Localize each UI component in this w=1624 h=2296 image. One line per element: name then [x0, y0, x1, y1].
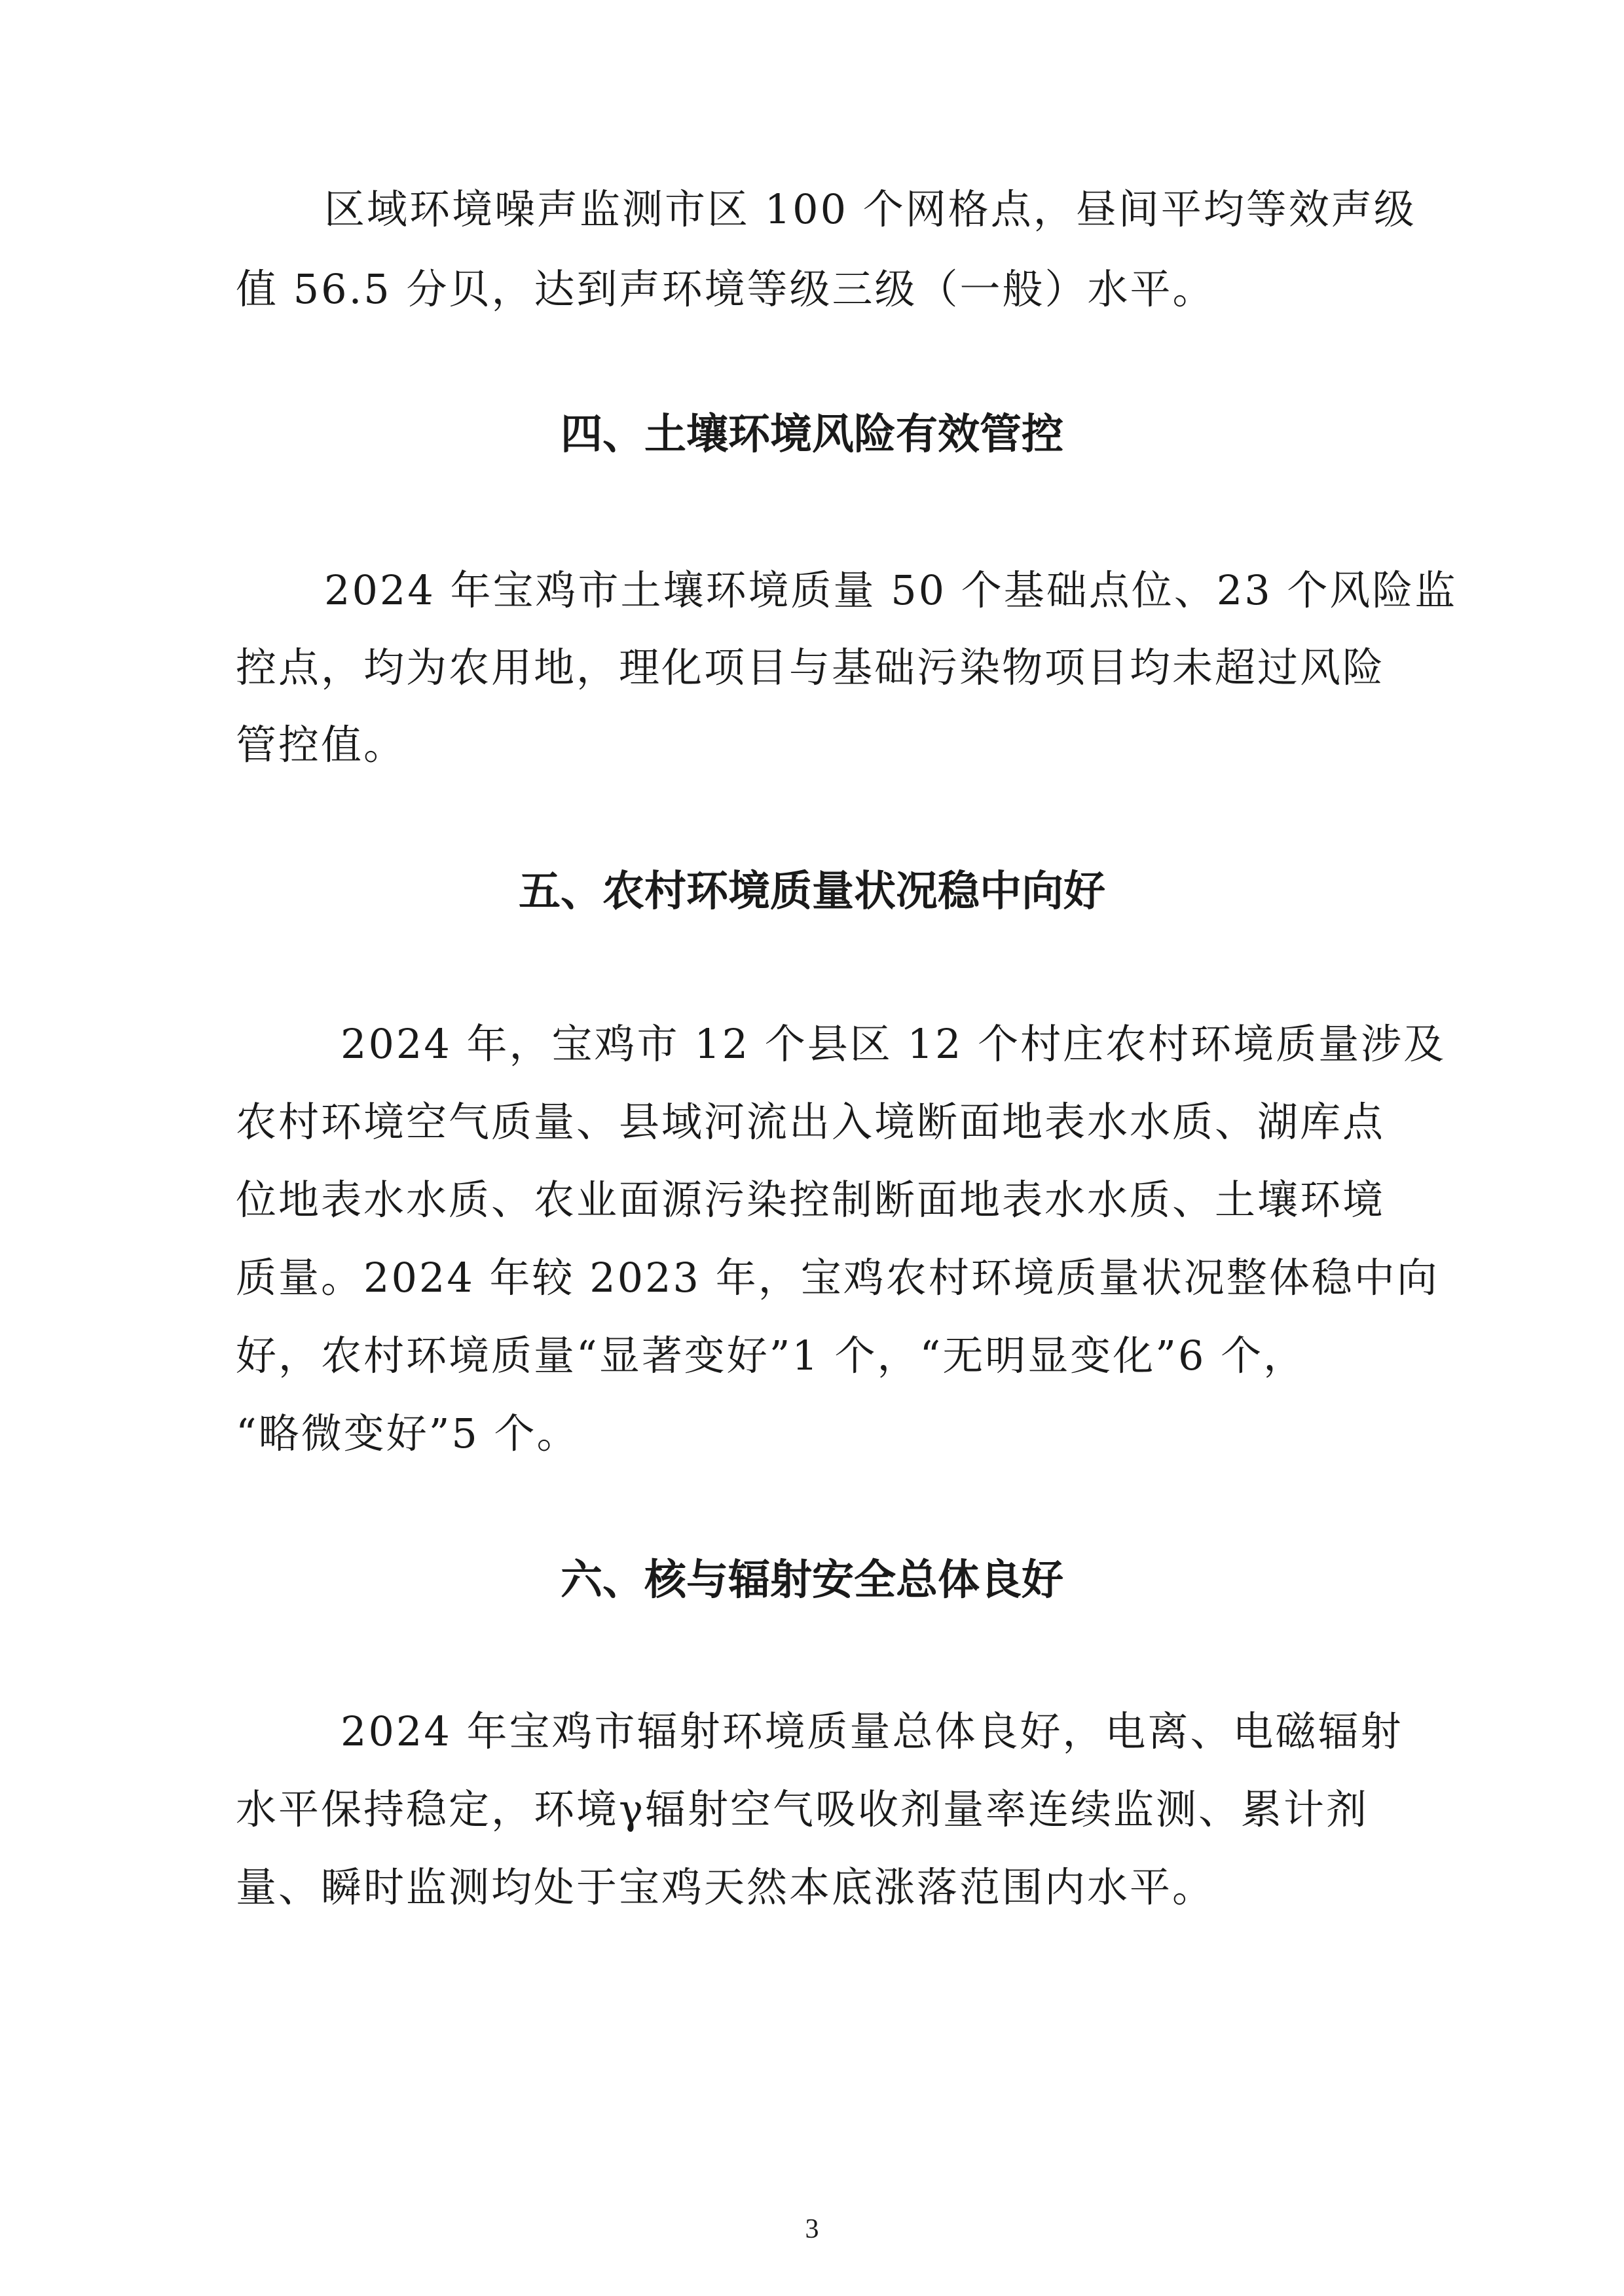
paragraph-line: 农村环境空气质量、县域河流出入境断面地表水水质、湖库点 [236, 1098, 1386, 1146]
paragraph-line: 2024 年宝鸡市辐射环境质量总体良好，电离、电磁辐射 [341, 1707, 1403, 1755]
paragraph-line: 质量。2024 年较 2023 年，宝鸡农村环境质量状况整体稳中向 [236, 1254, 1439, 1302]
paragraph-line: 值 56.5 分贝，达到声环境等级三级（一般）水平。 [236, 265, 1215, 313]
paragraph-line: 好，农村环境质量“显著变好”1 个，“无明显变化”6 个， [236, 1332, 1306, 1379]
paragraph-line: 区域环境噪声监测市区 100 个网格点，昼间平均等效声级 [324, 185, 1416, 233]
paragraph-line: 位地表水水质、农业面源污染控制断面地表水水质、土壤环境 [236, 1176, 1386, 1224]
section-heading: 六、核与辐射安全总体良好 [561, 1556, 1063, 1605]
paragraph-line: 管控值。 [236, 721, 407, 769]
paragraph-line: 水平保持稳定，环境γ辐射空气吸收剂量率连续监测、累计剂 [236, 1785, 1369, 1833]
paragraph-line: 2024 年，宝鸡市 12 个县区 12 个村庄农村环境质量涉及 [341, 1020, 1447, 1068]
paragraph-line: 控点，均为农用地，理化项目与基础污染物项目均未超过风险 [236, 644, 1386, 691]
paragraph-line: 2024 年宝鸡市土壤环境质量 50 个基础点位、23 个风险监 [324, 566, 1458, 614]
section-heading: 四、土壤环境风险有效管控 [561, 410, 1063, 459]
section-heading: 五、农村环境质量状况稳中向好 [519, 867, 1105, 916]
page-number: 3 [805, 2214, 819, 2244]
paragraph-line: 量、瞬时监测均处于宝鸡天然本底涨落范围内水平。 [236, 1863, 1215, 1911]
paragraph-line: “略微变好”5 个。 [236, 1410, 580, 1457]
